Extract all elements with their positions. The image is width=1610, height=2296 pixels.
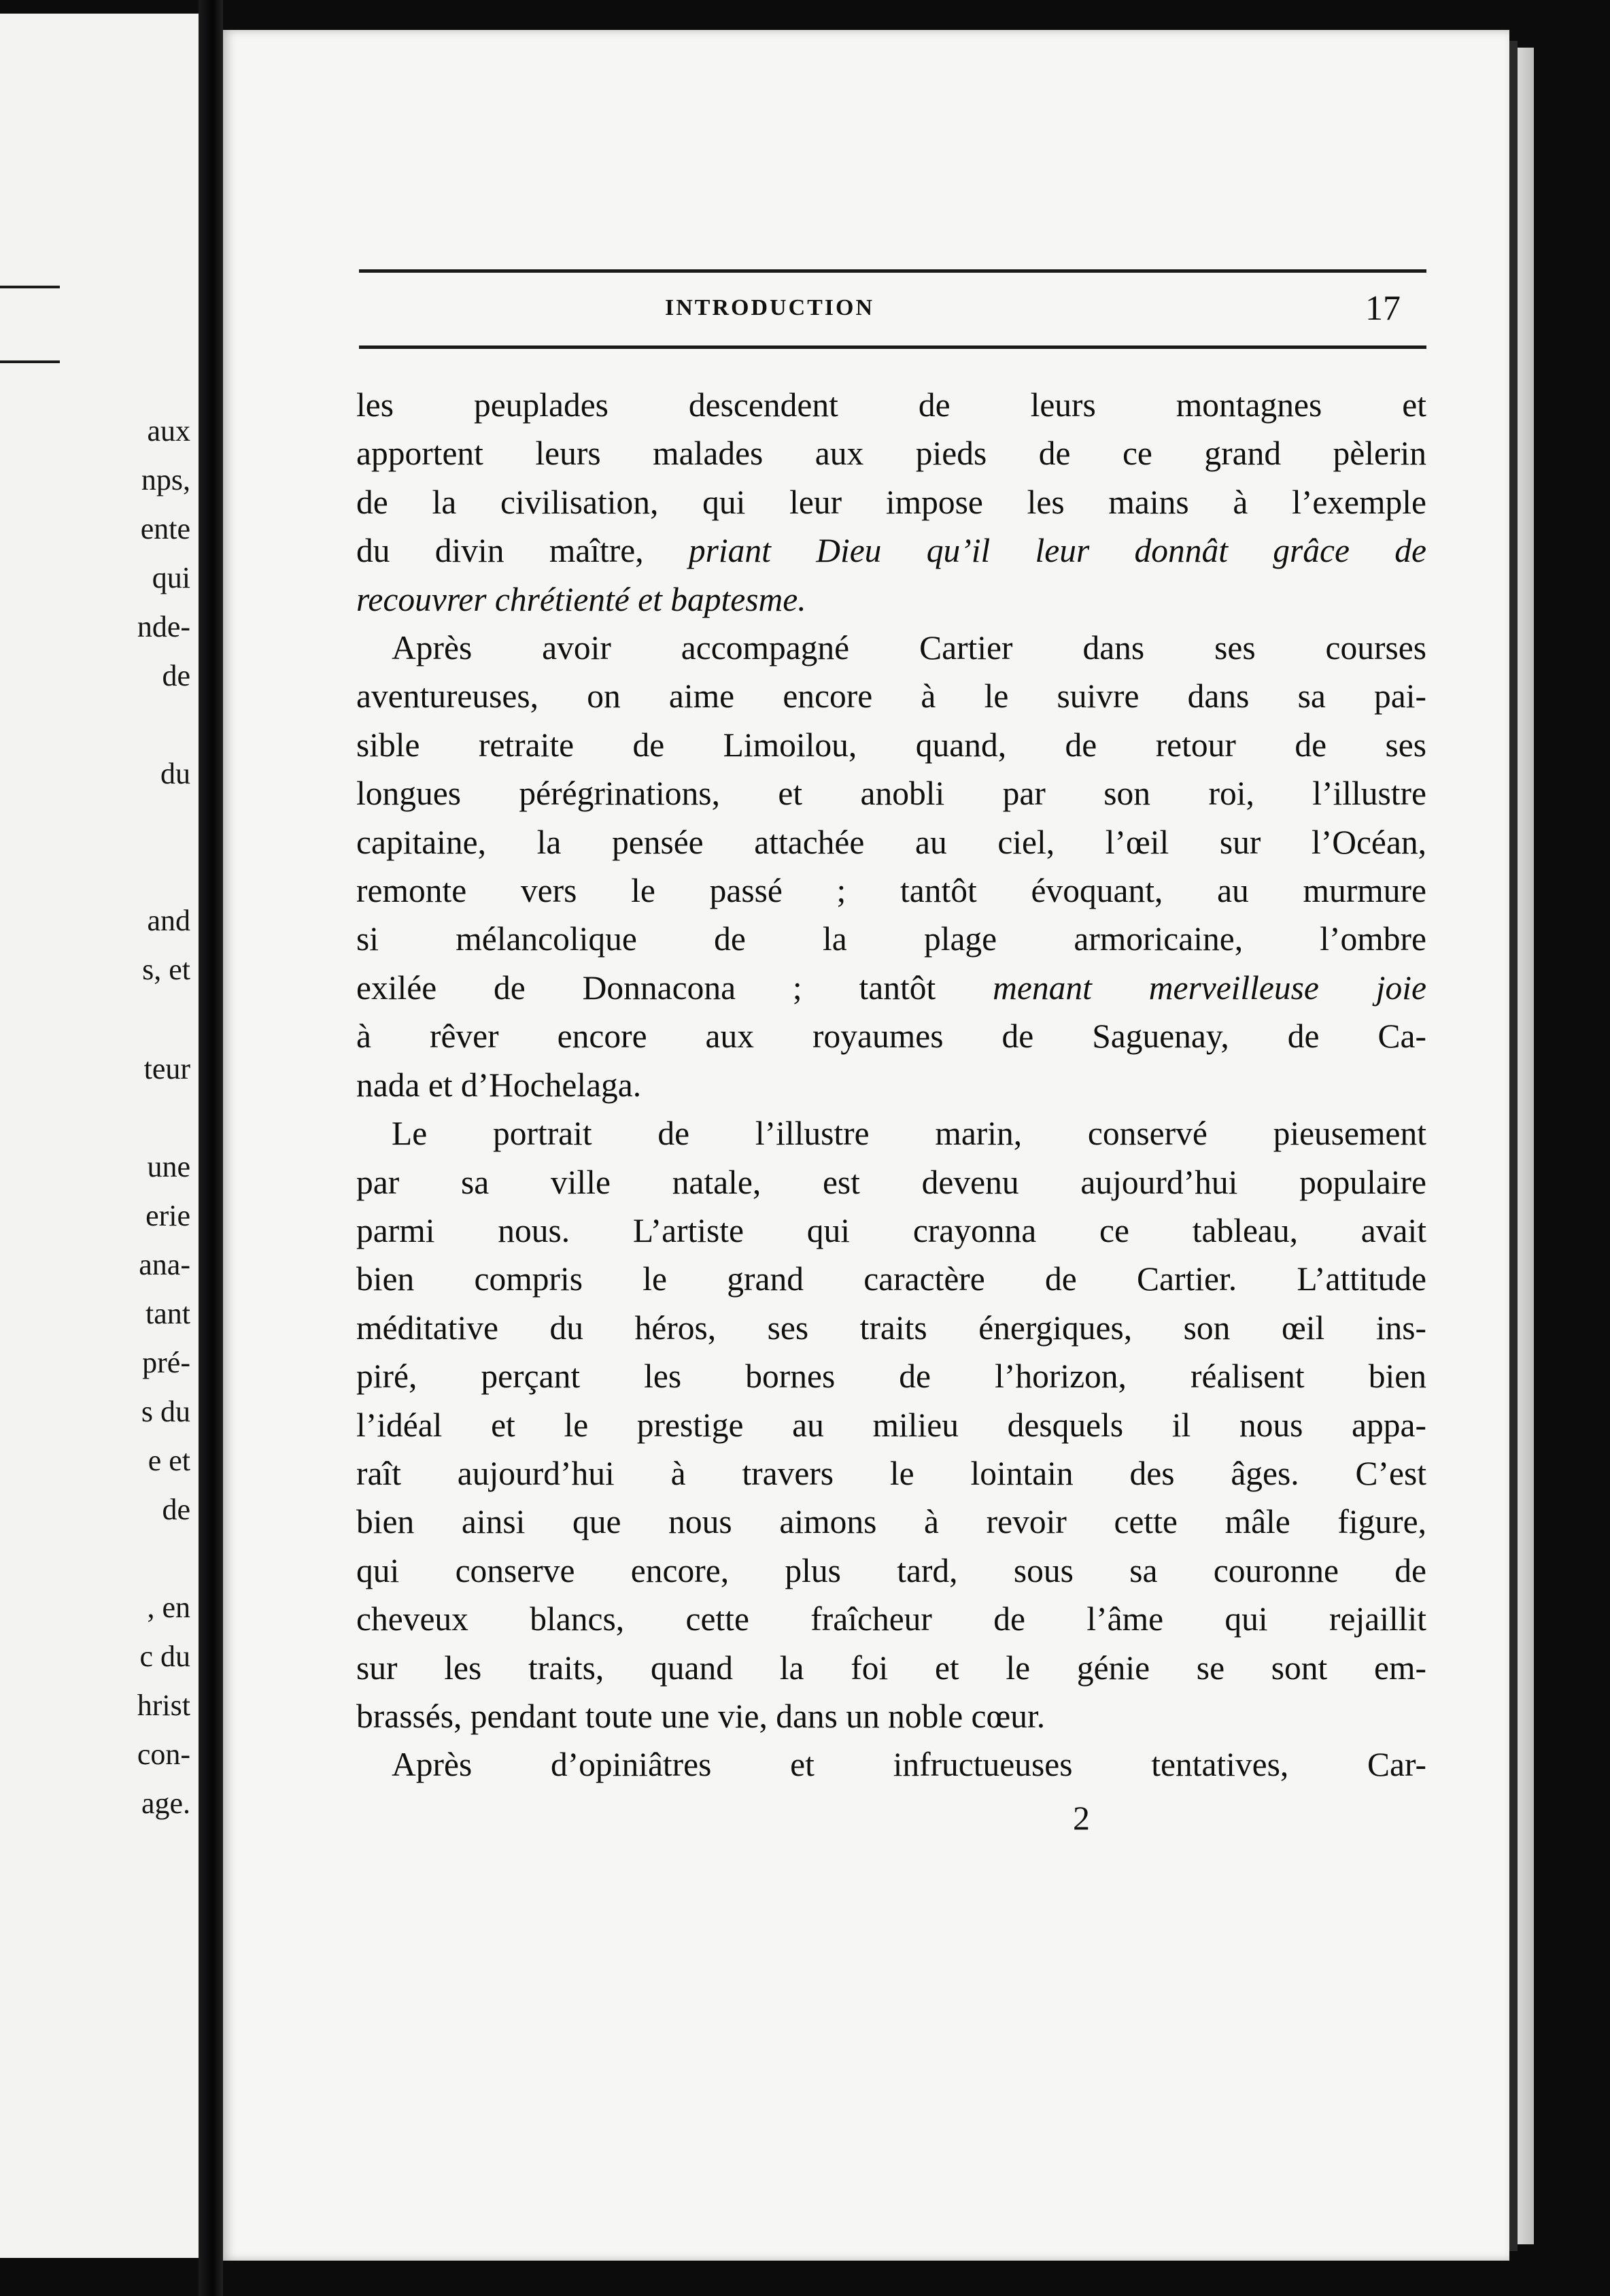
text-segment: à rêver encore aux royaumes de Saguenay, de Ca-: [356, 1017, 1426, 1056]
previous-page-line-fragment: qui: [152, 561, 190, 594]
text-segment: brassés, pendant toute une vie, dans un noble cœur.: [356, 1697, 1046, 1735]
text-line: [356, 1304, 1426, 1352]
text-line: [356, 1255, 1426, 1303]
italic-quotation: recouvrer chrétienté et baptesme.: [356, 580, 806, 618]
text-line: [356, 672, 1426, 720]
book-gutter: [199, 0, 223, 2296]
text-segment: de la civilisation, qui leur impose les mains à l’exemple: [356, 483, 1426, 521]
text-line: [356, 1644, 1426, 1692]
text-segment: Après d’opiniâtres et infructueuses tentatives, Car-: [392, 1746, 1426, 1784]
previous-page-line-fragment: con-: [137, 1738, 190, 1771]
text-segment: sible retraite de Limoilou, quand, de retour de ses: [356, 726, 1426, 764]
text-line: [356, 721, 1426, 769]
previous-page-line-fragment: pré-: [142, 1346, 190, 1379]
text-line: [356, 1498, 1426, 1546]
text-line: [356, 526, 1426, 575]
text-line: [356, 1158, 1426, 1206]
text-segment: Le portrait de l’illustre marin, conservé pieusement: [392, 1115, 1426, 1153]
text-segment: cheveux blancs, cette fraîcheur de l’âme qui rejaillit: [356, 1600, 1426, 1638]
running-title: INTRODUCTION: [665, 295, 875, 320]
text-segment: capitaine, la pensée attachée au ciel, l’œil sur l’Océan,: [356, 823, 1426, 861]
text-segment: si mélancolique de la plage armoricaine, l’ombre: [356, 920, 1426, 958]
previous-page-line-fragment: s du: [141, 1395, 190, 1428]
page-edge-shadow: [1509, 41, 1518, 2251]
text-segment: aventureuses, on aime encore à le suivre dans sa pai-: [356, 677, 1426, 715]
text-line: [356, 1449, 1426, 1498]
text-line: [356, 1012, 1426, 1060]
text-line: [356, 1401, 1426, 1449]
page-edge-stack: [1518, 48, 1534, 2244]
text-line: [356, 1692, 1426, 1740]
text-line: [356, 624, 1426, 672]
text-line: [356, 478, 1426, 526]
previous-page-line-fragment: ana-: [139, 1248, 190, 1281]
previous-page-rule: [0, 286, 60, 288]
previous-page-line-fragment: tant: [145, 1297, 190, 1330]
text-segment: bien compris le grand caractère de Cartier. L’attitude: [356, 1260, 1426, 1298]
text-segment: parmi nous. L’artiste qui crayonna ce tableau, avait: [356, 1211, 1426, 1249]
previous-page-line-fragment: de: [162, 1493, 190, 1526]
previous-page-line-fragment: c du: [139, 1640, 190, 1673]
previous-page-line-fragment: ente: [140, 512, 190, 545]
text-segment: les peuplades descendent de leurs montagnes et: [356, 386, 1426, 424]
previous-page-line-fragment: de: [162, 659, 190, 692]
paragraph: [356, 1740, 1426, 1789]
text-line: [356, 964, 1426, 1012]
text-line: [356, 381, 1426, 429]
text-segment: apportent leurs malades aux pieds de ce grand pèlerin: [356, 435, 1426, 473]
previous-page-line-fragment: nde-: [137, 610, 190, 643]
text-line: [356, 1206, 1426, 1255]
previous-page-line-fragment: teur: [143, 1052, 190, 1085]
text-segment: raît aujourd’hui à travers le lointain des âges. C’est: [356, 1454, 1426, 1492]
text-segment: qui conserve encore, plus tard, sous sa couronne de: [356, 1551, 1426, 1589]
paragraph: [356, 381, 1426, 624]
text-segment: méditative du héros, ses traits énergiques, son œil ins-: [356, 1309, 1426, 1347]
text-segment: piré, perçant les bornes de l’horizon, réalisent bien: [356, 1357, 1426, 1396]
text-segment: remonte vers le passé ; tantôt évoquant, au murmure: [356, 872, 1426, 910]
previous-page-line-fragment: du: [160, 757, 190, 790]
previous-page-line-fragment: une: [147, 1150, 190, 1183]
text-line: [356, 575, 1426, 624]
paragraph: [356, 624, 1426, 1109]
paragraph: [356, 1109, 1426, 1740]
text-line: [356, 429, 1426, 477]
text-line: [356, 1109, 1426, 1158]
text-segment: sur les traits, quand la foi et le génie se sont em-: [356, 1649, 1426, 1687]
text-segment: du divin maître,: [356, 532, 689, 570]
previous-page-line-fragment: hrist: [137, 1689, 190, 1722]
header-rule-top: [359, 269, 1426, 273]
text-line: [356, 1061, 1426, 1109]
italic-quotation: menant merveilleuse joie: [993, 968, 1426, 1007]
text-segment: bien ainsi que nous aimons à revoir cette mâle figure,: [356, 1503, 1426, 1541]
previous-page-line-fragment: aux: [147, 414, 190, 448]
text-line: [356, 1547, 1426, 1595]
previous-page-line-fragment: , en: [147, 1591, 190, 1624]
previous-page-line-fragment: e et: [148, 1444, 190, 1477]
text-line: [356, 1352, 1426, 1400]
text-line: [356, 818, 1426, 866]
signature-mark: 2: [1073, 1799, 1090, 1837]
text-segment: exilée de Donnacona ; tantôt: [356, 968, 993, 1007]
text-segment: l’idéal et le prestige au milieu desquels il nous appa-: [356, 1406, 1426, 1444]
previous-page-line-fragment: age.: [141, 1787, 190, 1820]
text-segment: longues pérégrinations, et anobli par son roi, l’illustre: [356, 775, 1426, 813]
text-line: [356, 915, 1426, 963]
text-line: [356, 1740, 1426, 1789]
italic-quotation: priant Dieu qu’il leur donnât grâce de: [688, 532, 1426, 570]
header-rule-bottom: [359, 345, 1426, 349]
previous-page-rule: [0, 360, 60, 363]
text-segment: nada et d’Hochelaga.: [356, 1066, 642, 1104]
previous-page-line-fragment: erie: [145, 1199, 190, 1232]
book-page: [223, 30, 1509, 2261]
text-line: [356, 1595, 1426, 1643]
text-line: [356, 769, 1426, 817]
previous-page-fragment: [0, 14, 199, 2258]
text-line: [356, 866, 1426, 915]
page-number: 17: [1365, 289, 1401, 328]
previous-page-line-fragment: s, et: [142, 953, 190, 986]
text-segment: Après avoir accompagné Cartier dans ses courses: [392, 629, 1426, 667]
body-text: [356, 381, 1426, 1789]
previous-page-line-fragment: nps,: [141, 463, 190, 496]
previous-page-line-fragment: and: [147, 904, 190, 937]
text-segment: par sa ville natale, est devenu aujourd’hui populaire: [356, 1163, 1426, 1201]
